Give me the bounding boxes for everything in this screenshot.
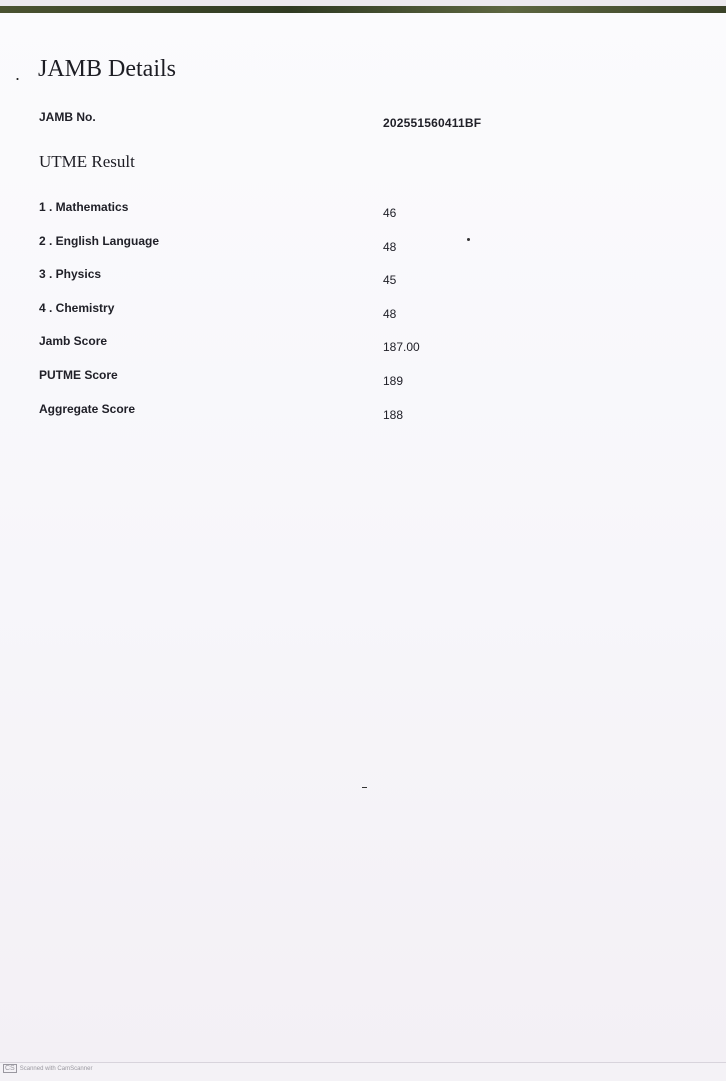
jamb-number-label: JAMB No.: [39, 110, 96, 124]
section-bullet: .: [15, 64, 21, 84]
table-row: [0, 200, 726, 226]
subject-score: 46: [383, 206, 397, 220]
scanner-logo-icon: CS: [5, 1065, 15, 1072]
score-value: 187.00: [383, 340, 420, 354]
table-row: [0, 301, 726, 327]
score-label: PUTME Score: [39, 368, 118, 382]
subject-label: 4 . Chemistry: [39, 301, 115, 315]
stray-mark: [362, 787, 367, 788]
subject-score: 48: [383, 307, 397, 321]
utme-result-title: UTME Result: [39, 152, 135, 171]
table-row: [0, 368, 726, 394]
table-row: [0, 334, 726, 360]
document-page: [0, 6, 726, 1064]
section-title: JAMB Details: [38, 56, 176, 82]
table-row: [0, 402, 726, 428]
jamb-number-value: 202551560411BF: [383, 116, 482, 130]
jamb-number-row: [0, 110, 726, 136]
score-label: Jamb Score: [39, 334, 108, 348]
photo-top-edge: [0, 6, 726, 13]
photo-bottom-edge: [0, 1062, 726, 1081]
score-value: 189: [383, 374, 404, 388]
score-label: Aggregate Score: [39, 402, 136, 416]
scanner-watermark-text: Scanned with CamScanner: [19, 1066, 93, 1072]
subject-score: 45: [383, 273, 397, 287]
subject-label: 3 . Physics: [39, 267, 102, 281]
scanner-watermark: [3, 1064, 92, 1073]
subject-score: 48: [383, 240, 397, 254]
subject-label: 1 . Mathematics: [39, 200, 129, 214]
stray-mark: [467, 238, 470, 241]
subject-label: 2 . English Language: [39, 234, 160, 248]
table-row: [0, 234, 726, 260]
score-value: 188: [383, 408, 404, 422]
table-row: [0, 267, 726, 293]
